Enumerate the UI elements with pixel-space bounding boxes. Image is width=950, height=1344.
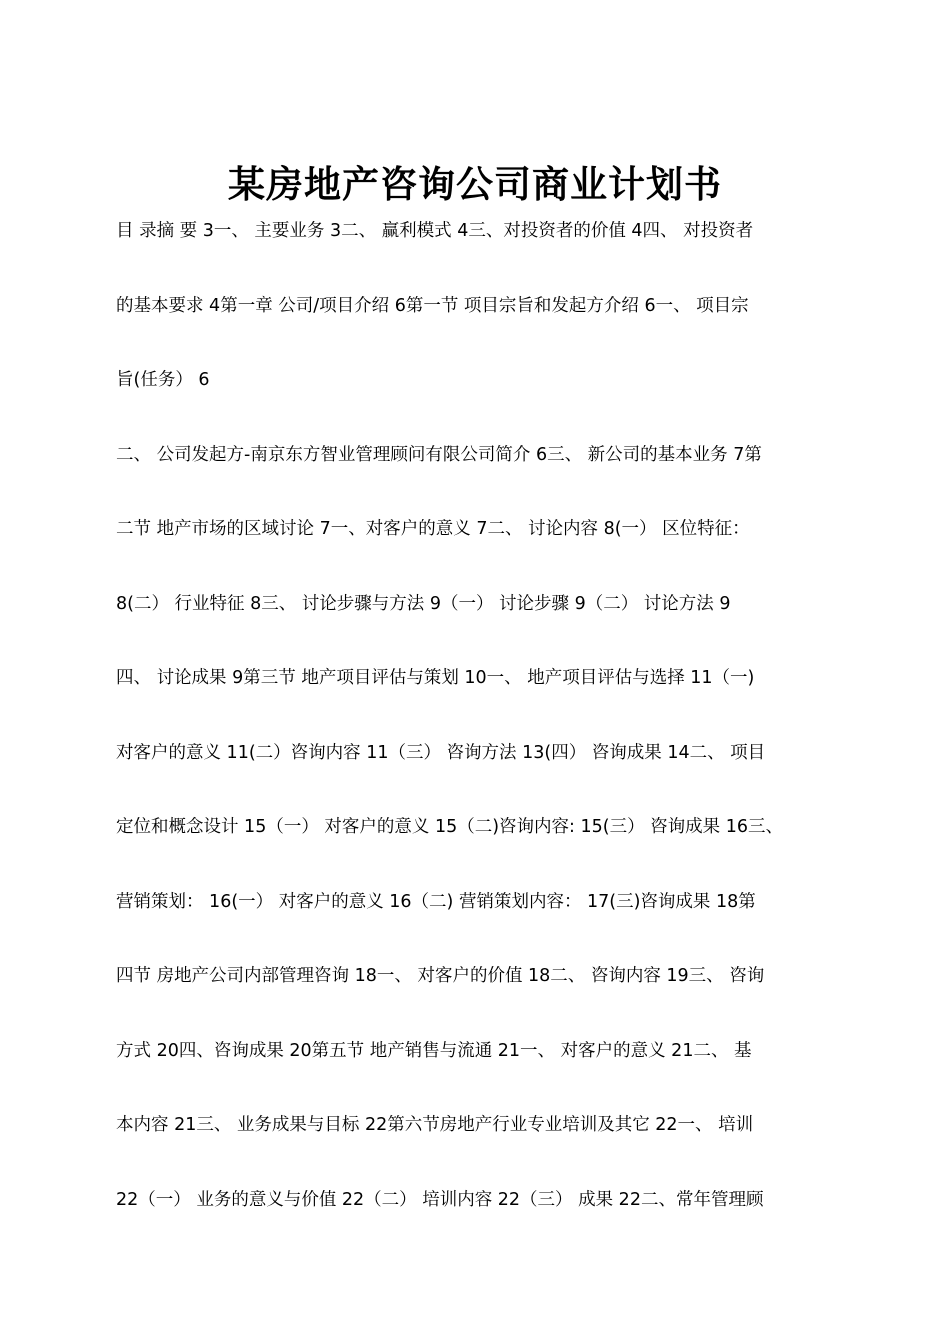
- table-of-contents: [116, 211, 846, 1254]
- toc-line: 定位和概念设计 15（一） 对客户的意义 15（二)咨询内容: 15(三） 咨询成果 16三、: [116, 817, 783, 837]
- toc-line: 对客户的意义 11(二）咨询内容 11（三） 咨询方法 13(四） 咨询成果 14二、 项目: [116, 742, 766, 763]
- toc-line: 旨(任务） 6: [116, 370, 210, 390]
- toc-line: 营销策划： 16(一） 对客户的意义 16（二) 营销策划内容： 17(三)咨询成果 18第: [116, 891, 756, 912]
- toc-line: 22（一） 业务的意义与价值 22（二） 培训内容 22（三） 成果 22二、常年管理顾: [116, 1189, 764, 1210]
- toc-line: 本内容 21三、 业务成果与目标 22第六节房地产行业专业培训及其它 22一、 培训: [116, 1115, 754, 1135]
- toc-line: 二节 地产市场的区域讨论 7一、对客户的意义 7二、 讨论内容 8(一） 区位特征：: [116, 519, 750, 539]
- toc-line: 8(二） 行业特征 8三、 讨论步骤与方法 9（一） 讨论步骤 9（二） 讨论方法 9: [116, 593, 731, 614]
- toc-line: 方式 20四、咨询成果 20第五节 地产销售与流通 21一、 对客户的意义 21二、 基: [116, 1040, 752, 1061]
- document-title: 某房地产咨询公司商业计划书: [228, 162, 722, 206]
- toc-line: 二、 公司发起方-南京东方智业管理顾问有限公司简介 6三、 新公司的基本业务 7第: [116, 444, 762, 465]
- toc-line: 的基本要求 4第一章 公司/项目介绍 6第一节 项目宗旨和发起方介绍 6一、 项目宗: [116, 295, 749, 316]
- toc-line: 目 录摘 要 3一、 主要业务 3二、 赢利模式 4三、对投资者的价值 4四、 对投资者: [116, 221, 754, 241]
- toc-line: 四、 讨论成果 9第三节 地产项目评估与策划 10一、 地产项目评估与选择 11（一): [116, 668, 755, 688]
- toc-line: 四节 房地产公司内部管理咨询 18一、 对客户的价值 18二、 咨询内容 19三、 咨询: [116, 966, 765, 986]
